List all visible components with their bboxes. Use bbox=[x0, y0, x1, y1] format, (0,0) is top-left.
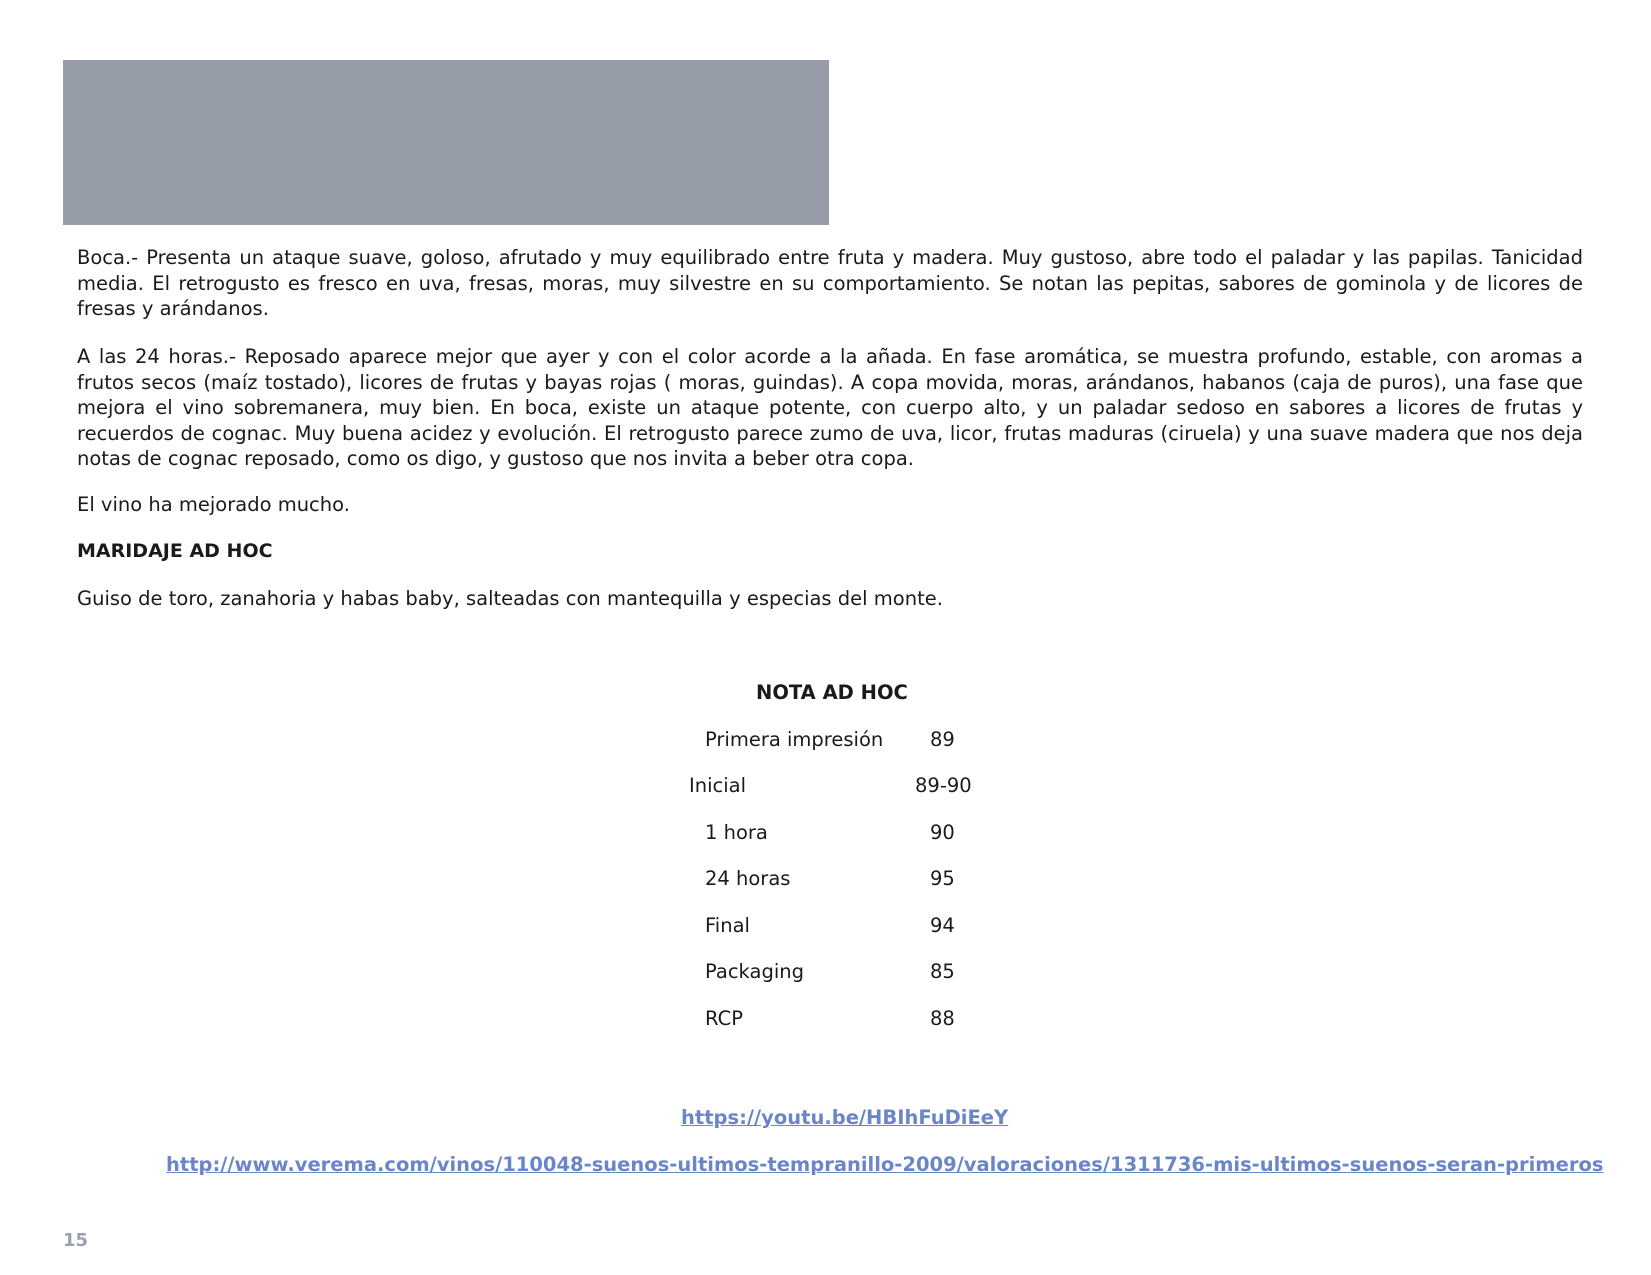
score-value: 90 bbox=[930, 821, 955, 844]
paragraph-24-horas: A las 24 horas.- Reposado aparece mejor que ayer y con el color acorde a la añada. En fase aromática, se muestra profundo, estable, con aromas a frutos secos (maíz tostado), licores de frutas y bayas rojas ( moras, guindas). A copa movida, moras, arándanos, habanos (caja de puros), una fase que mejora el vino sobremanera, muy bien. En boca, existe un ataque potente, con cuerpo alto, y un paladar sedoso en sabores a licores de frutas y recuerdos de cognac. Muy buena acidez y evolución. El retrogusto parece zumo de uva, licor, frutas maduras (ciruela) y una suave madera que nos deja notas de cognac reposado, como os digo, y gustoso que nos invita a beber otra copa. bbox=[77, 345, 1583, 470]
maridaje-text: Guiso de toro, zanahoria y habas baby, salteadas con mantequilla y especias del monte. bbox=[77, 587, 943, 610]
page-number: 15 bbox=[63, 1230, 89, 1251]
score-value: 95 bbox=[930, 867, 955, 890]
maridaje-heading: MARIDAJE AD HOC bbox=[77, 540, 273, 562]
score-value: 85 bbox=[930, 960, 955, 983]
score-value: 89-90 bbox=[915, 774, 972, 797]
score-label: Primera impresión bbox=[705, 728, 884, 751]
score-value: 94 bbox=[930, 914, 955, 937]
score-label: Inicial bbox=[689, 774, 747, 797]
score-label: 24 horas bbox=[705, 867, 791, 890]
verema-link[interactable]: http://www.verema.com/vinos/110048-suenos-ultimos-tempranillo-2009/valoraciones/1311736-mis-ultimos-suenos-seran-primeros bbox=[166, 1153, 1604, 1176]
score-label: Final bbox=[705, 914, 750, 937]
header-band bbox=[63, 60, 829, 225]
paragraph-boca: Boca.- Presenta un ataque suave, goloso, afrutado y muy equilibrado entre fruta y madera. Muy gustoso, abre todo el paladar y las papilas. Tanicidad media. El retrogusto es fresco en uva, fresas, moras, muy silvestre en su comportamiento. Se notan las pepitas, sabores de gominola y de licores de fresas y arándanos. bbox=[77, 246, 1583, 320]
score-table-title: NOTA AD HOC bbox=[756, 681, 908, 704]
score-label: 1 hora bbox=[705, 821, 768, 844]
score-value: 89 bbox=[930, 728, 955, 751]
score-value: 88 bbox=[930, 1007, 955, 1030]
youtube-link[interactable]: https://youtu.be/HBIhFuDiEeY bbox=[681, 1106, 1009, 1129]
paragraph-mejorado: El vino ha mejorado mucho. bbox=[77, 493, 350, 516]
score-label: RCP bbox=[705, 1007, 743, 1030]
score-label: Packaging bbox=[705, 960, 804, 983]
